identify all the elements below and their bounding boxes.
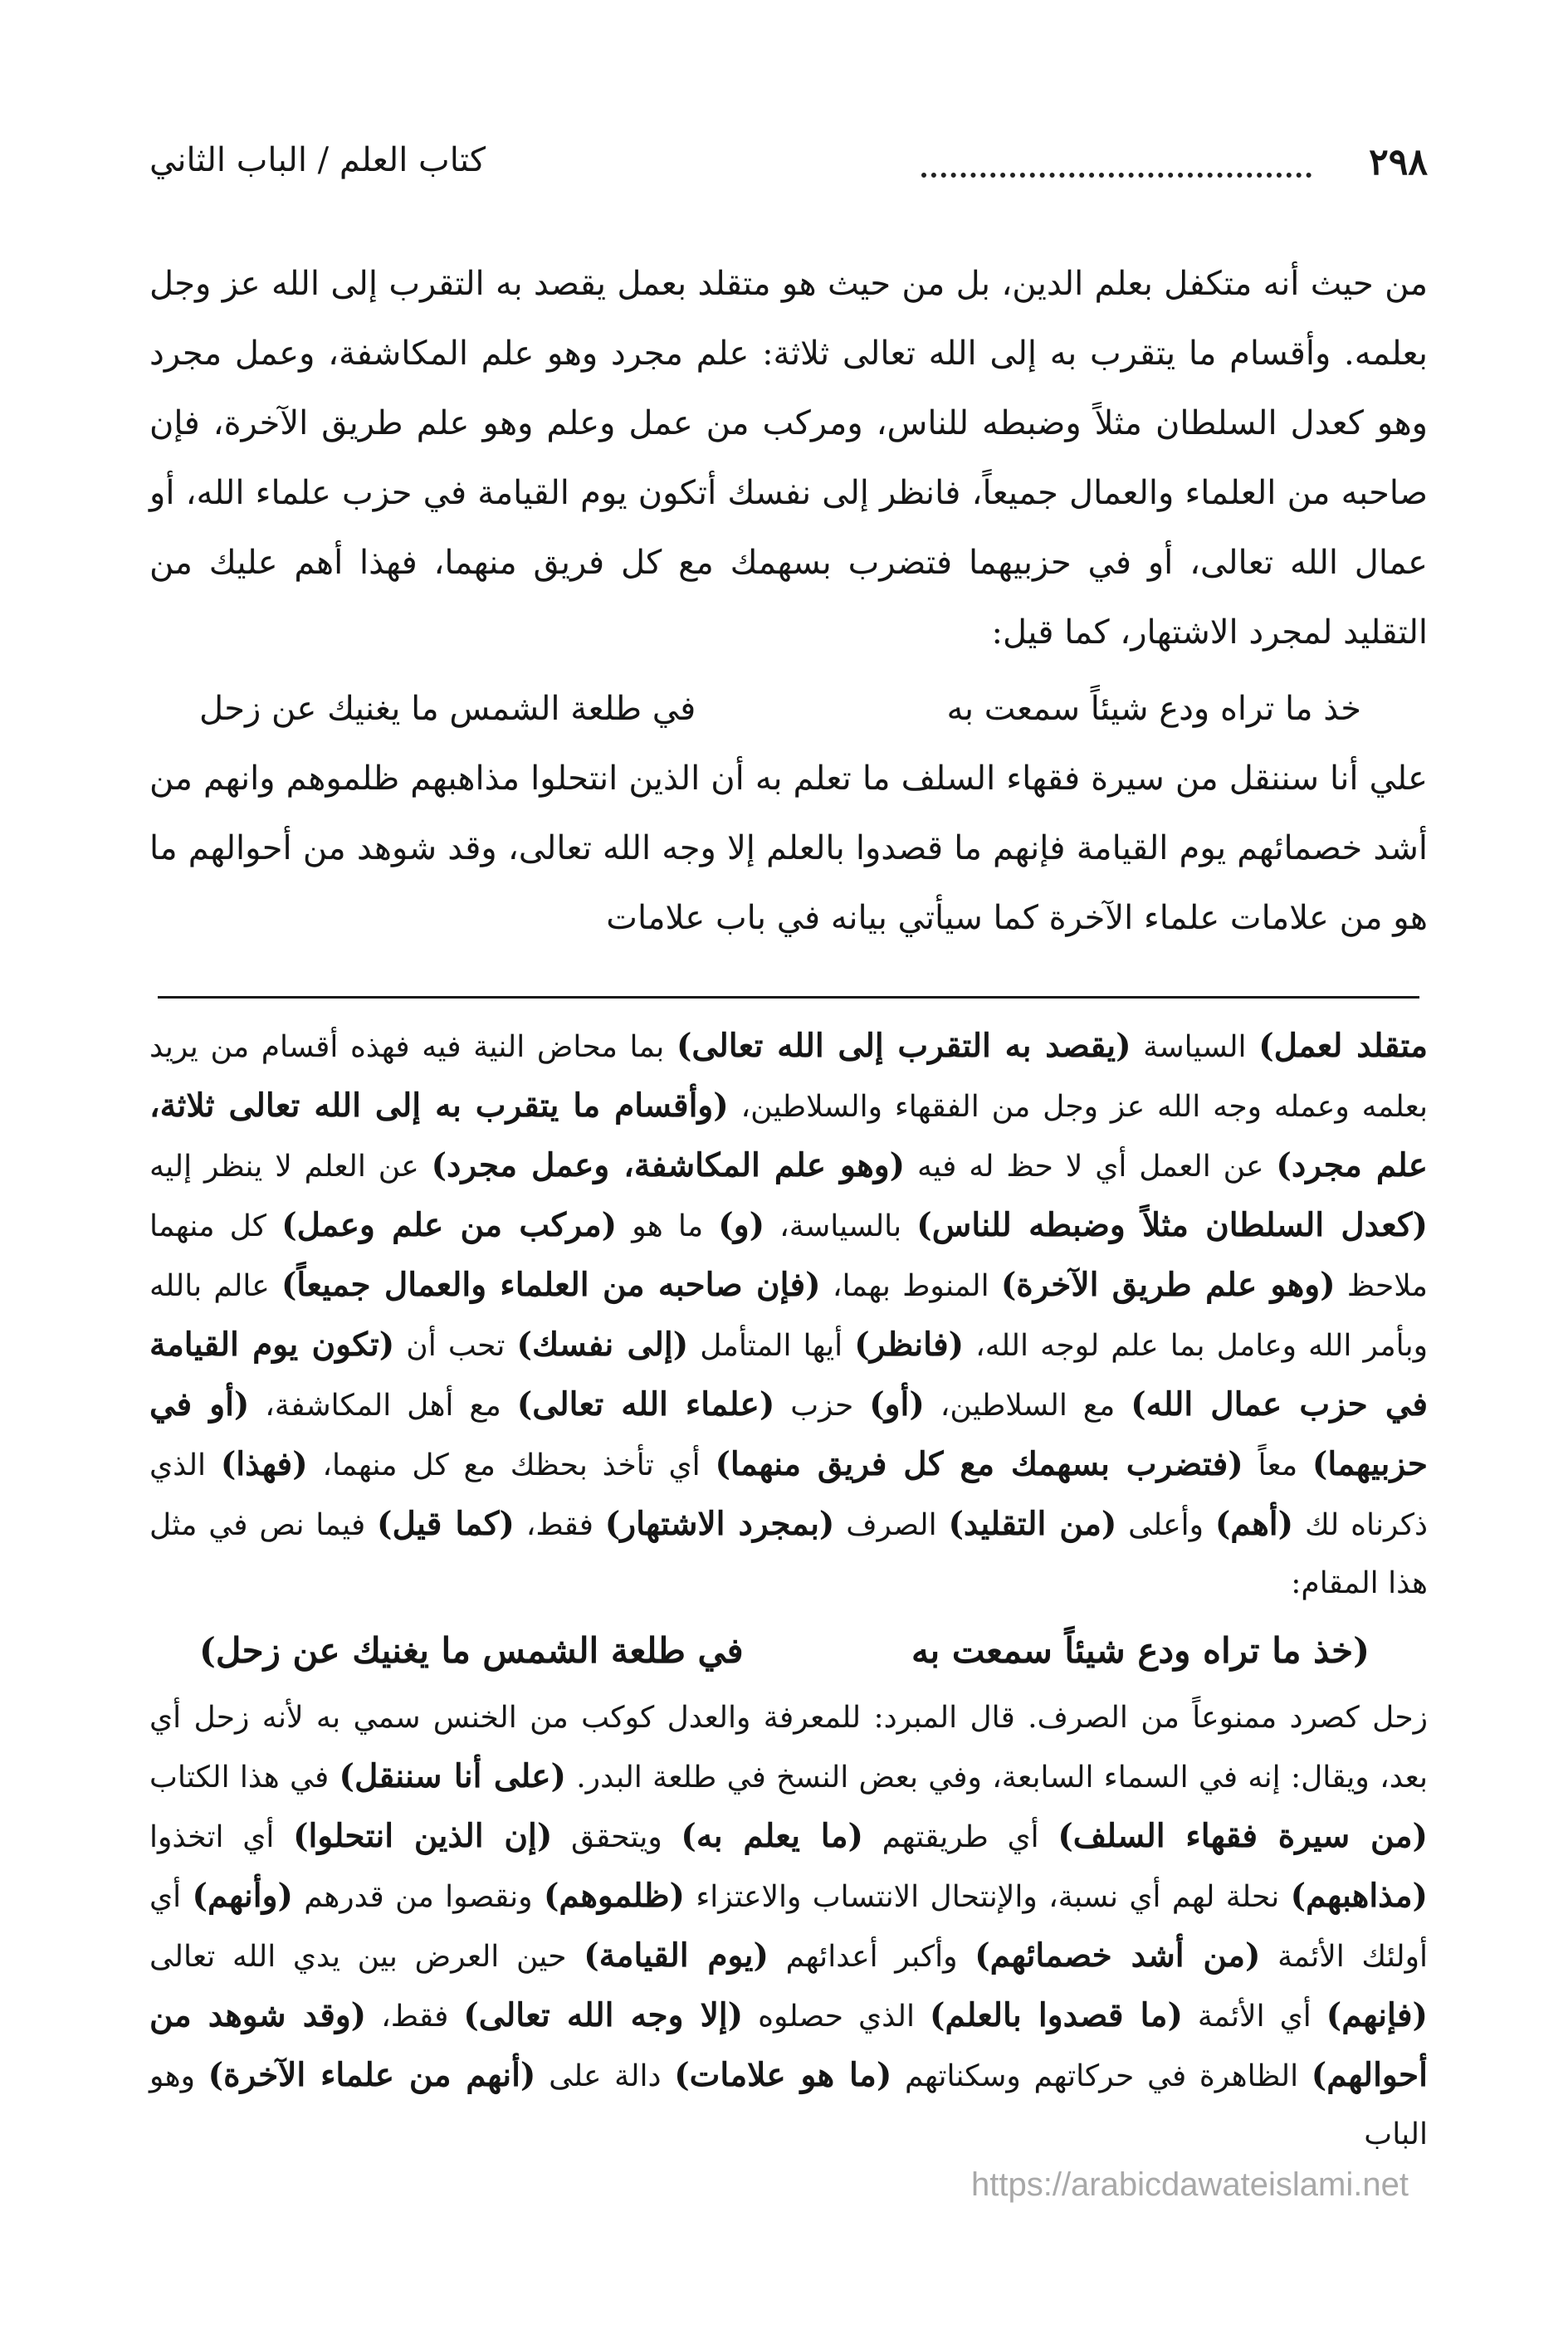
commentary-quote: (ما هو علامات) xyxy=(674,2056,892,2094)
commentary-gloss: وأعلى xyxy=(1116,1508,1215,1542)
commentary-quote: (ظلموهم) xyxy=(543,1877,686,1915)
commentary-gloss: تحب أن xyxy=(394,1329,517,1363)
main-paragraph: علي أنا سننقل من سيرة فقهاء السلف ما تعلم به أن الذين انتحلوا مذاهبهم ظلموهم وانهم من أشد خصمائهم يوم القيامة فإنهم ما قصدوا بالعلم إلا وجه الله تعالى، وقد شوهد من أحوالهم ما هو من علامات علماء الآخرة كما سيأتي بيانه في باب علامات xyxy=(149,759,1428,937)
commentary-quote: (على أنا سننقل) xyxy=(339,1757,566,1795)
commentary-quote: (أو في حزبيهما) xyxy=(149,1385,1428,1483)
page-header xyxy=(149,141,1428,199)
commentary-quote: (ما يعلم به) xyxy=(681,1817,863,1855)
verse-first-hemistich: خذ ما تراه ودع شيئاً سمعت به xyxy=(946,690,1361,728)
commentary-gloss: دالة على xyxy=(535,2059,675,2093)
running-title: كتاب العلم / الباب الثاني xyxy=(149,141,486,179)
commentary-gloss: بالسياسة، xyxy=(764,1209,917,1243)
commentary-gloss: عن العلم لا ينظر إليه xyxy=(149,1150,432,1184)
verse-first-hemistich: (خذ ما تراه ودع شيئاً سمعت به xyxy=(911,1630,1370,1671)
commentary-quote: (إن الذين انتحلوا) xyxy=(293,1817,553,1855)
commentary-gloss: عالم بالله وبأمر الله وعامل بما علم لوجه الله، xyxy=(149,1269,1428,1363)
commentary-gloss: ويتحقق xyxy=(552,1820,681,1854)
commentary-quote: (أنهم من علماء الآخرة) xyxy=(208,2056,536,2094)
page-number: ٢٩٨ xyxy=(1369,141,1428,183)
main-verse xyxy=(149,674,1428,744)
commentary-quote: (من سيرة فقهاء السلف) xyxy=(1058,1817,1428,1855)
commentary-quote: (يوم القيامة) xyxy=(584,1936,769,1975)
header-dotted-leader xyxy=(921,148,1312,178)
commentary-quote: (و) xyxy=(718,1206,765,1244)
commentary-quote: (مذاهبهم) xyxy=(1290,1877,1428,1915)
commentary-gloss: في هذا الكتاب xyxy=(149,1760,339,1795)
commentary-quote: (إلى نفسك) xyxy=(516,1326,689,1364)
commentary-gloss: أي طريقتهم xyxy=(862,1820,1058,1854)
commentary-quote: (من التقليد) xyxy=(948,1505,1117,1543)
commentary-paragraph xyxy=(149,1689,1428,2164)
commentary-gloss: وهو الباب xyxy=(149,2059,1428,2151)
commentary-gloss: الظاهرة في حركاتهم وسكناتهم xyxy=(891,2059,1312,2093)
commentary-quote: (بمجرد الاشتهار) xyxy=(604,1505,835,1543)
commentary-gloss: ما هو xyxy=(617,1209,719,1243)
commentary-gloss: مع أهل المكاشفة، xyxy=(249,1389,517,1423)
commentary-gloss: فقط، xyxy=(514,1508,605,1542)
commentary-gloss: زحل كصرد ممنوعاً من الصرف. قال المبرد: للمعرفة والعدل كوكب من الخنس سمي به لأنه زحل أي بعد، ويقال: إنه في السماء السابعة، وفي بعض النسخ في طلعة البدر. xyxy=(149,1701,1428,1795)
commentary-gloss: الصرف xyxy=(834,1508,949,1542)
commentary-quote: (وهو علم طريق الآخرة) xyxy=(1000,1266,1336,1304)
commentary-gloss: عن العمل أي لا حظ له فيه xyxy=(905,1150,1277,1184)
main-text xyxy=(149,249,1428,953)
commentary-verse xyxy=(149,1616,1428,1686)
commentary-text xyxy=(149,1017,1428,2164)
commentary-gloss: حزب xyxy=(774,1389,870,1423)
commentary-gloss: مع السلاطين، xyxy=(924,1389,1131,1423)
footnote-separator xyxy=(158,996,1419,999)
commentary-quote: (من أشد خصمائهم) xyxy=(975,1936,1261,1975)
commentary-gloss: بما محاض النية فيه فهذه أقسام من يريد بعلمه وعمله وجه الله عز وجل من الفقهاء والسلاطين، xyxy=(149,1030,1428,1124)
commentary-paragraph xyxy=(149,1017,1428,1613)
commentary-gloss: الذي ذكرناه لك xyxy=(149,1448,1428,1542)
commentary-quote: (فانظر) xyxy=(854,1326,965,1364)
commentary-gloss: معاً xyxy=(1243,1448,1312,1482)
commentary-quote: (فإن صاحبه من العلماء والعمال جميعاً) xyxy=(281,1266,821,1304)
commentary-quote: (وقد شوهد من أحوالهم) xyxy=(149,1996,1428,2094)
main-paragraph: من حيث أنه متكفل بعلم الدين، بل من حيث هو متقلد بعمل يقصد به التقرب إلى الله عز وجل بعلمه. وأقسام ما يتقرب به إلى الله تعالى ثلاثة: علم مجرد وهو علم المكاشفة، وعمل مجرد وهو كعدل السلطان مثلاً وضبطه للناس، ومركب من عمل وعلم وهو علم طريق الآخرة، فإن صاحبه من العلماء والعمال جميعاً، فانظر إلى نفسك أتكون يوم القيامة في حزب علماء الله، أو عمال الله تعالى، أو في حزبيهما فتضرب بسهمك مع كل فريق منهما، فهذا أهم عليك من التقليد لمجرد الاشتهار، كما قيل: xyxy=(149,265,1429,652)
commentary-gloss: نحلة لهم أي نسبة، والإنتحال الانتساب والاعتزاء xyxy=(685,1880,1291,1914)
commentary-gloss: أي أولئك الأئمة xyxy=(149,1880,1428,1974)
commentary-quote: (فتضرب بسهمك مع كل فريق منهما) xyxy=(715,1445,1243,1483)
commentary-quote: متقلد لعمل) xyxy=(1258,1027,1428,1065)
commentary-quote: (وأنهم) xyxy=(192,1877,293,1915)
commentary-gloss: السياسة xyxy=(1131,1030,1259,1064)
verse-second-hemistich: في طلعة الشمس ما يغنيك عن زحل) xyxy=(199,1630,744,1671)
commentary-quote: (وأقسام ما يتقرب به إلى الله تعالى ثلاثة، علم مجرد) xyxy=(149,1087,1428,1184)
commentary-gloss: ونقصوا من قدرهم xyxy=(292,1880,544,1914)
commentary-quote: (أو) xyxy=(869,1385,925,1423)
commentary-gloss: الذي حصلوه xyxy=(743,2000,931,2034)
commentary-quote: (مركب من علم وعمل) xyxy=(281,1206,618,1244)
commentary-quote: (ما قصدوا بالعلم) xyxy=(930,1996,1183,2034)
verse-second-hemistich: في طلعة الشمس ما يغنيك عن زحل xyxy=(199,690,696,728)
commentary-gloss: حين العرض بين يدي الله تعالى xyxy=(149,1940,584,1974)
commentary-quote: (يقصد به التقرب إلى الله تعالى) xyxy=(676,1027,1131,1065)
commentary-gloss: أيها المتأمل xyxy=(688,1329,855,1363)
commentary-gloss: فقط، xyxy=(366,2000,464,2034)
commentary-quote: (علماء الله تعالى) xyxy=(516,1385,775,1423)
commentary-quote: (كعدل السلطان مثلاً وضبطه للناس) xyxy=(916,1206,1428,1244)
commentary-quote: (أهم) xyxy=(1214,1505,1294,1543)
commentary-gloss: المنوط بهما، xyxy=(820,1269,1001,1303)
commentary-gloss: كل منهما ملاحظ xyxy=(149,1209,1428,1303)
commentary-quote: (تكون يوم القيامة في حزب عمال الله) xyxy=(149,1326,1428,1423)
commentary-gloss: أي اتخذوا xyxy=(149,1820,294,1854)
commentary-gloss: فيما نص في مثل هذا المقام: xyxy=(149,1508,1428,1600)
commentary-quote: (وهو علم المكاشفة، وعمل مجرد) xyxy=(431,1146,906,1184)
commentary-quote: (إلا وجه الله تعالى) xyxy=(463,1996,744,2034)
commentary-gloss: أي الأئمة xyxy=(1182,2000,1326,2034)
commentary-quote: (فهذا) xyxy=(220,1445,308,1483)
commentary-quote: (فإنهم) xyxy=(1326,1996,1428,2034)
commentary-gloss: أي تأخذ بحظك مع كل منهما، xyxy=(307,1448,716,1482)
commentary-gloss: وأكبر أعدائهم xyxy=(768,1940,975,1974)
commentary-quote: (كما قيل) xyxy=(377,1505,515,1543)
watermark-url: https://arabicdawateislami.net xyxy=(971,2166,1409,2203)
